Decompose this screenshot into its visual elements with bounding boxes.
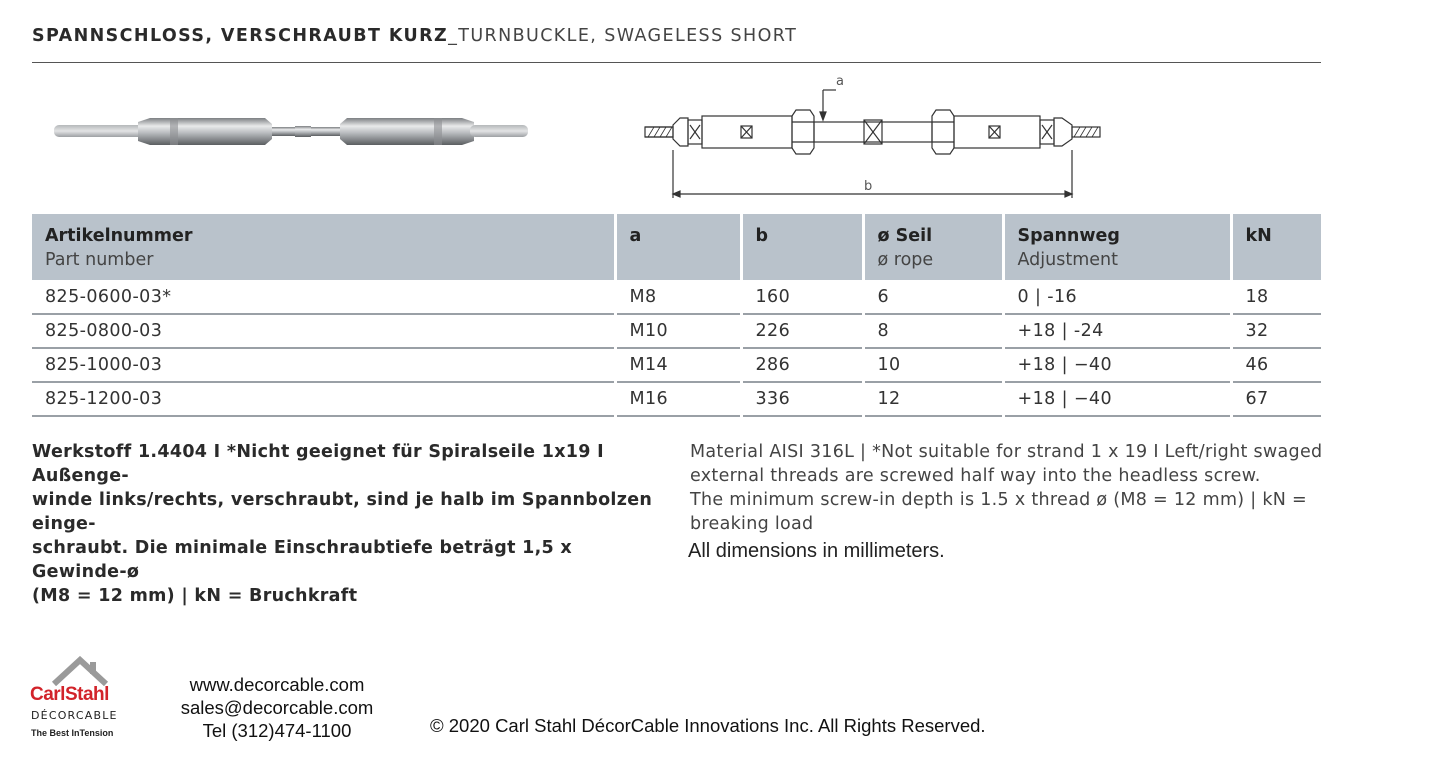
table-row (32, 382, 1321, 416)
spec-table (32, 214, 1321, 417)
cell-part-number: 825-1200-03 (32, 382, 615, 416)
title-german: SPANNSCHLOSS, VERSCHRAUBT KURZ (32, 26, 449, 46)
logo-brand: CarlStahl (30, 684, 109, 705)
header-rope: ø Seil ø rope (863, 214, 1003, 280)
turnbuckle-photo (50, 100, 530, 164)
logo-sub: DÉCORCABLE (31, 709, 118, 722)
table-header-row (32, 214, 1321, 280)
cell-a: M16 (615, 382, 741, 416)
table-row (32, 314, 1321, 348)
page-title (32, 26, 797, 46)
header-b: b (741, 214, 863, 280)
header-a: a (615, 214, 741, 280)
table-row (32, 348, 1321, 382)
cell-kn: 32 (1231, 314, 1321, 348)
cell-kn: 46 (1231, 348, 1321, 382)
dimension-a-label: a (836, 74, 844, 89)
cell-part-number: 825-0800-03 (32, 314, 615, 348)
dimensions-note: All dimensions in millimeters. (688, 540, 945, 562)
cell-adjustment: +18 | -24 (1003, 314, 1231, 348)
header-part-number: Artikelnummer Part number (32, 214, 615, 280)
cell-b: 286 (741, 348, 863, 382)
cell-adjustment: +18 | −40 (1003, 382, 1231, 416)
contact-info (170, 673, 384, 742)
phone-number: Tel (312)474-1100 (202, 720, 352, 741)
cell-kn: 67 (1231, 382, 1321, 416)
title-divider (32, 62, 1321, 63)
cell-rope: 6 (863, 280, 1003, 314)
description-english: Material AISI 316L | *Not suitable for strand 1 x 19 I Left/right swaged external threads are screwed half way into the headless screw. The minimum screw-in depth is 1.5 x thread ø (M8 = 12 mm) | kN = breaking load (690, 442, 1323, 534)
table-row (32, 280, 1321, 314)
cell-a: M8 (615, 280, 741, 314)
email-link[interactable]: sales@decorcable.com (180, 697, 374, 718)
cell-rope: 10 (863, 348, 1003, 382)
cell-b: 336 (741, 382, 863, 416)
title-english: _TURNBUCKLE, SWAGELESS SHORT (448, 26, 798, 46)
company-logo (28, 656, 138, 744)
dimension-b-label: b (864, 179, 873, 194)
technical-drawing (640, 70, 1110, 205)
cell-a: M10 (615, 314, 741, 348)
logo-tagline: The Best InTension (31, 728, 114, 738)
cell-rope: 12 (863, 382, 1003, 416)
cell-part-number: 825-0600-03* (32, 280, 615, 314)
house-roof-icon (50, 656, 110, 686)
header-adjustment: Spannweg Adjustment (1003, 214, 1231, 280)
description-german: Werkstoff 1.4404 I *Nicht geeignet für Spiralseile 1x19 I Außenge- winde links/rechts, verschraubt, sind je halb im Spannbolzen einge- schraubt. Die minimale Einschraubtiefe beträgt 1,5 x Gewinde-ø (M8 = 12 mm) | kN = Bruchkraft (32, 442, 653, 606)
cell-rope: 8 (863, 314, 1003, 348)
cell-b: 160 (741, 280, 863, 314)
cell-a: M14 (615, 348, 741, 382)
cell-adjustment: 0 | -16 (1003, 280, 1231, 314)
cell-kn: 18 (1231, 280, 1321, 314)
header-kn: kN (1231, 214, 1321, 280)
cell-part-number: 825-1000-03 (32, 348, 615, 382)
cell-adjustment: +18 | −40 (1003, 348, 1231, 382)
copyright-notice: © 2020 Carl Stahl DécorCable Innovations Inc. All Rights Reserved. (430, 715, 986, 736)
website-link[interactable]: www.decorcable.com (189, 674, 365, 695)
cell-b: 226 (741, 314, 863, 348)
